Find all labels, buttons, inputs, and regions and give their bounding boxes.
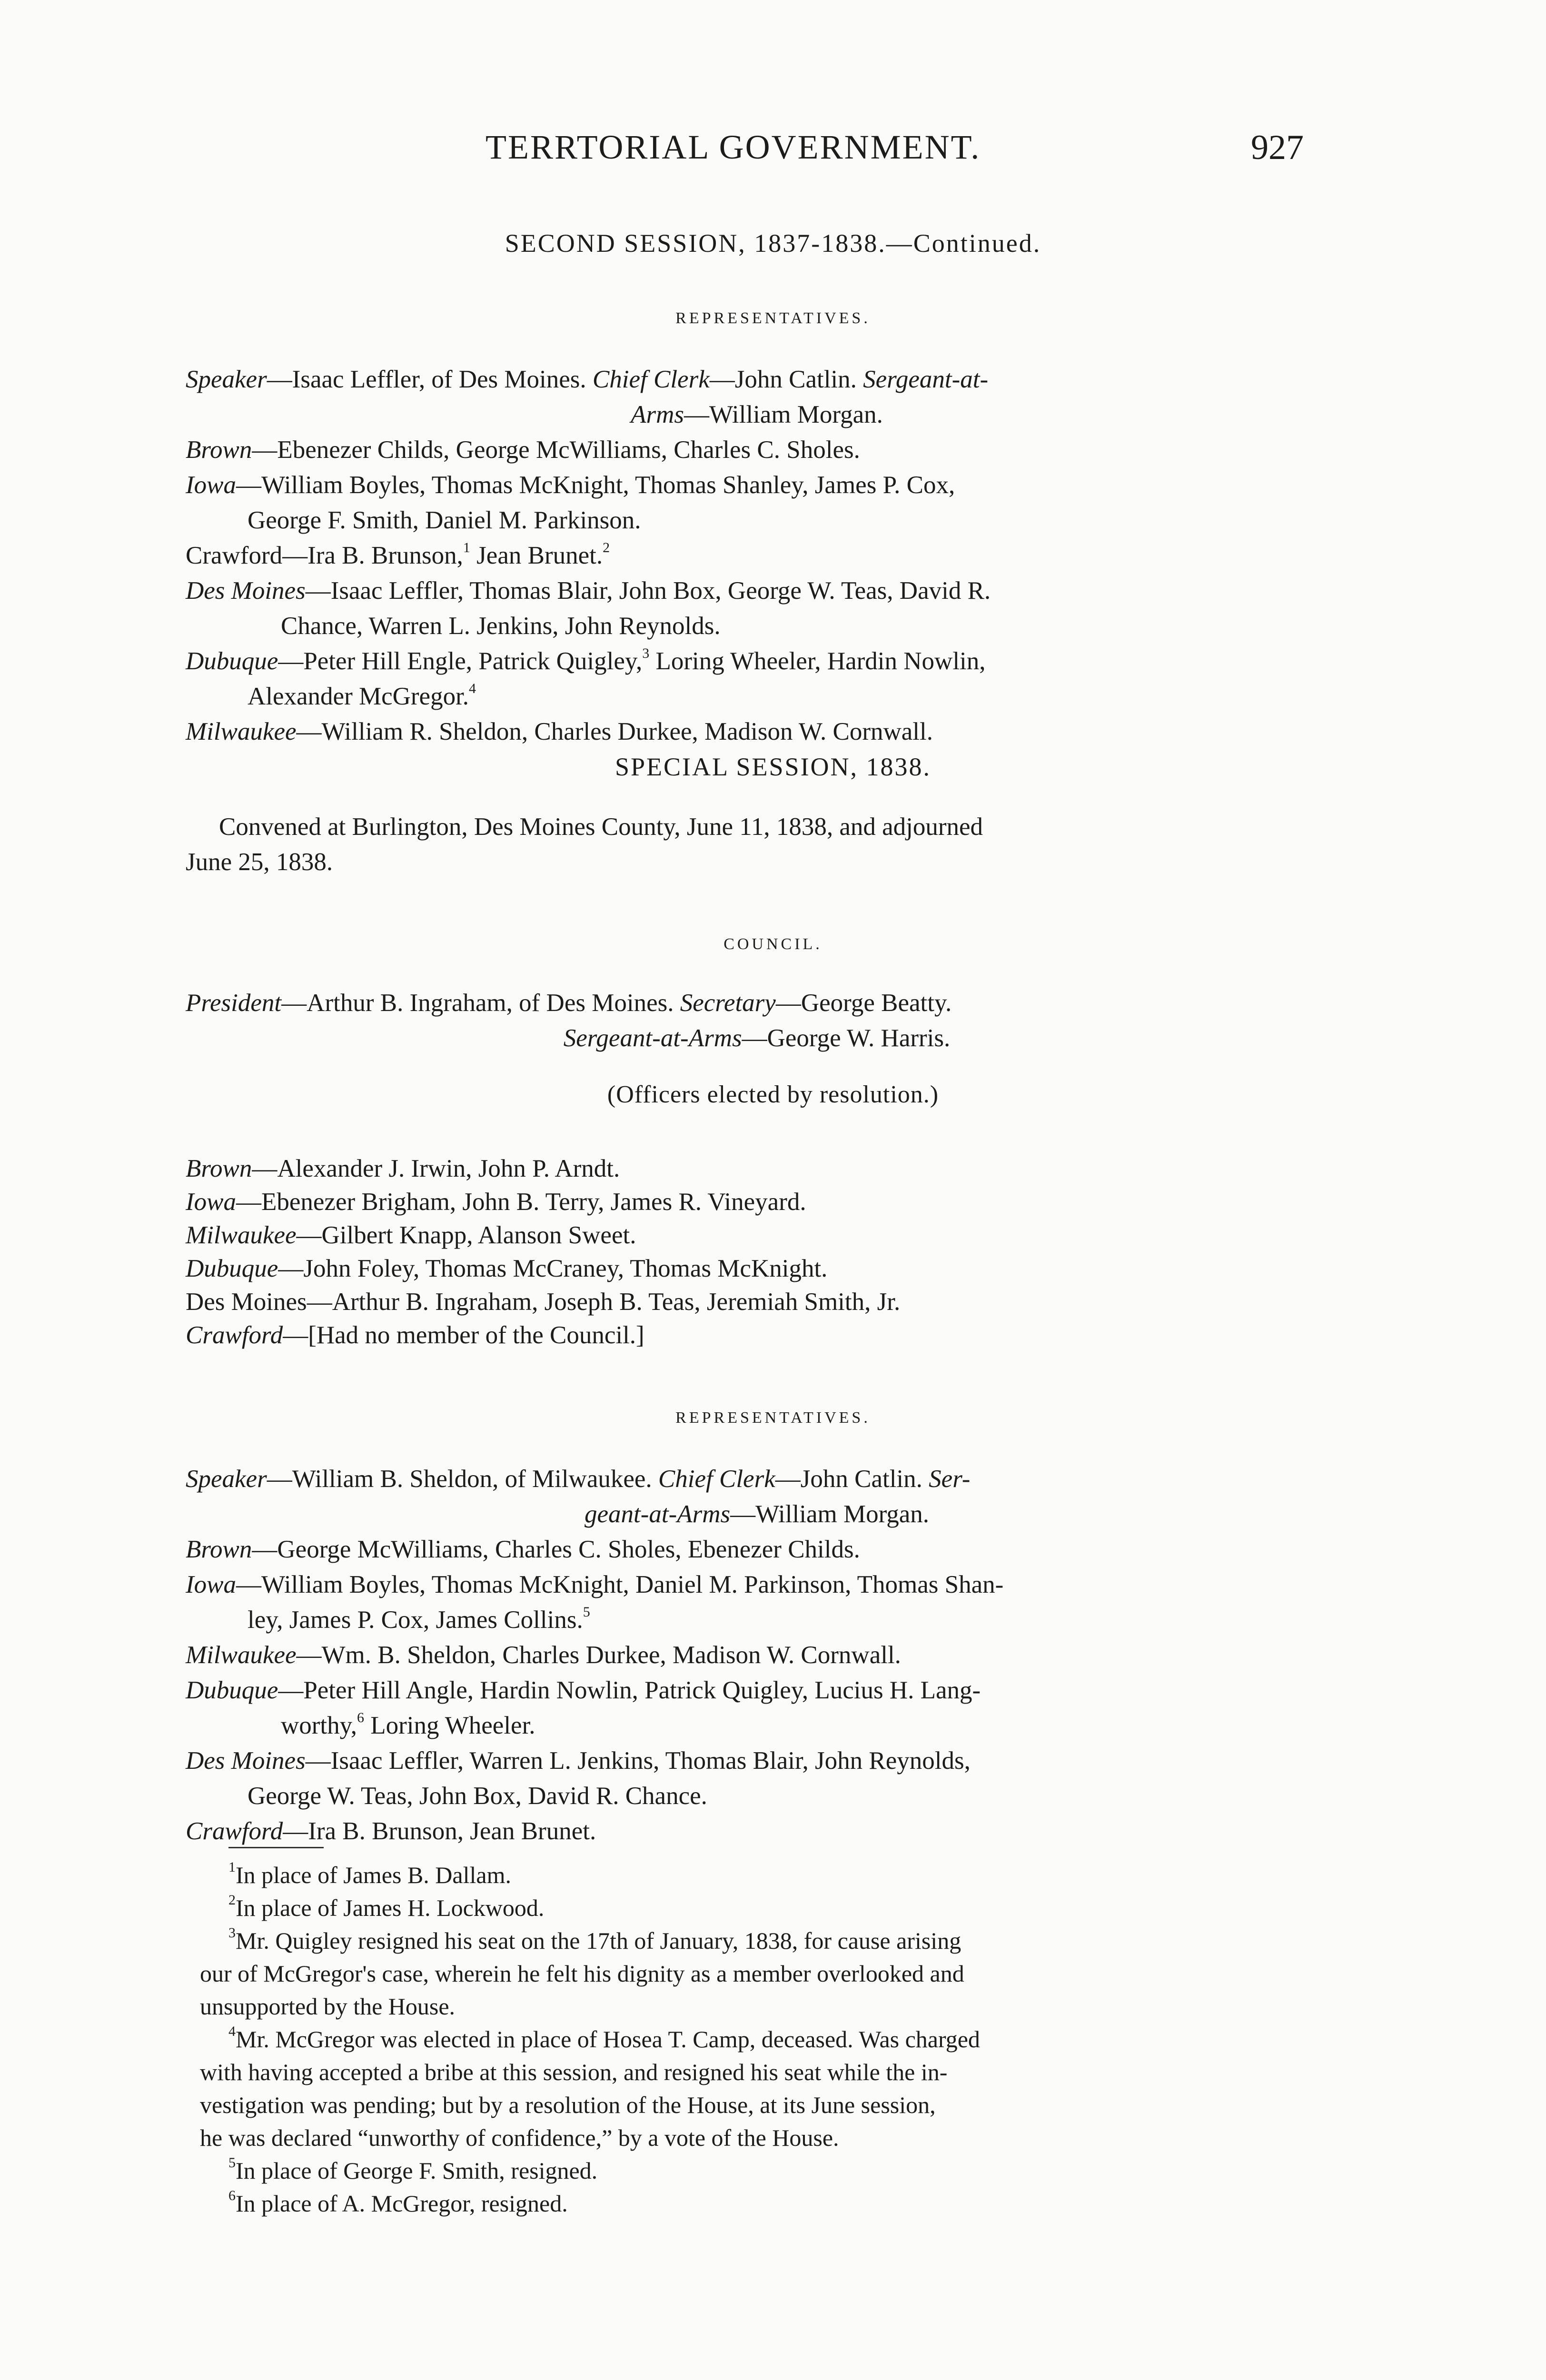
council-heading: COUNCIL. [723, 935, 823, 953]
council-officers [186, 985, 1328, 1056]
footnote-2: $^2$In place of James H. Lockwood. [228, 1892, 545, 1921]
reps-milwaukee: Milwaukee—Wm. B. Sheldon, Charles Durkee, Madison W. Cornwall. [186, 1641, 901, 1669]
special-speaker-line: Speaker—William B. Sheldon, of Milwaukee. Chief Clerk—John Catlin. Ser- [186, 1465, 971, 1493]
running-head: TERRTORIAL GOVERNMENT. [486, 128, 981, 166]
council-members [186, 1152, 1328, 1352]
special-representatives [186, 1461, 1328, 1849]
reps-des-moines-cont: George W. Teas, John Box, David R. Chance. [248, 1782, 707, 1810]
footnote-3: $^3$Mr. Quigley resigned his seat on the 17th of January, 1838, for cause arising [228, 1925, 961, 1954]
des-moines-entry: Des Moines—Isaac Leffler, Thomas Blair, John Box, George W. Teas, David R. [186, 577, 991, 605]
special-session-heading: SPECIAL SESSION, 1838. [614, 753, 932, 781]
council-milwaukee: Milwaukee—Gilbert Knapp, Alanson Sweet. [186, 1221, 636, 1249]
second-session-representatives [186, 362, 1328, 749]
page-number: 927 [1251, 128, 1304, 167]
president-line: President—Arthur B. Ingraham, of Des Moines. Secretary—George Beatty. [186, 989, 952, 1017]
footnote-1: $^1$In place of James B. Dallam. [228, 1859, 511, 1888]
reps-crawford: Crawford—Ira B. Brunson, Jean Brunet. [186, 1817, 596, 1845]
milwaukee-entry: Milwaukee—William R. Sheldon, Charles Durkee, Madison W. Cornwall. [186, 718, 933, 745]
crawford-entry: Crawford—Ira B. Brunson,$^1$ Jean Brunet.$^2$ [186, 540, 610, 569]
sergeant-line: Arms—William Morgan. [631, 401, 883, 428]
convened-paragraph: Convened at Burlington, Des Moines County, June 11, 1838, and adjourned June 25, 1838. [186, 813, 983, 876]
footnote-5: $^5$In place of George F. Smith, resigned. [228, 2155, 598, 2184]
reps-dubuque-cont: worthy,$^6$ Loring Wheeler. [281, 1710, 535, 1739]
second-session-heading: SECOND SESSION, 1837-1838.—Continued. [505, 229, 1041, 258]
des-moines-entry-cont: Chance, Warren L. Jenkins, John Reynolds. [281, 612, 721, 640]
speaker-line: Speaker—Isaac Leffler, of Des Moines. Chief Clerk—John Catlin. Sergeant-at- [186, 366, 989, 393]
reps-brown: Brown—George McWilliams, Charles C. Sholes, Ebenezer Childs. [186, 1536, 860, 1563]
special-sergeant-line: geant-at-Arms—William Morgan. [584, 1500, 930, 1528]
council-dubuque: Dubuque—John Foley, Thomas McCraney, Thomas McKnight. [186, 1255, 828, 1282]
special-reps-heading: REPRESENTATIVES. [675, 1409, 871, 1427]
reps-des-moines: Des Moines—Isaac Leffler, Warren L. Jenkins, Thomas Blair, John Reynolds, [186, 1747, 971, 1775]
second-session-reps-heading: REPRESENTATIVES. [675, 309, 871, 327]
reps-iowa: Iowa—William Boyles, Thomas McKnight, Daniel M. Parkinson, Thomas Shan- [186, 1571, 1004, 1598]
reps-dubuque: Dubuque—Peter Hill Angle, Hardin Nowlin, Patrick Quigley, Lucius H. Lang- [186, 1676, 981, 1704]
iowa-entry-cont: George F. Smith, Daniel M. Parkinson. [248, 506, 641, 534]
footnote-6: $^6$In place of A. McGregor, resigned. [228, 2188, 568, 2217]
council-brown: Brown—Alexander J. Irwin, John P. Arndt. [186, 1155, 620, 1182]
brown-entry: Brown—Ebenezer Childs, George McWilliams, Charles C. Sholes. [186, 436, 860, 464]
council-des-moines: Des Moines—Arthur B. Ingraham, Joseph B. Teas, Jeremiah Smith, Jr. [186, 1288, 901, 1316]
council-iowa: Iowa—Ebenezer Brigham, John B. Terry, James R. Vineyard. [186, 1188, 806, 1216]
dubuque-entry-cont: Alexander McGregor.$^4$ [248, 681, 476, 710]
officers-note: (Officers elected by resolution.) [607, 1081, 939, 1108]
council-crawford: Crawford—[Had no member of the Council.] [186, 1321, 644, 1349]
footnote-divider [228, 1847, 324, 1848]
reps-iowa-cont: ley, James P. Cox, James Collins.$^5$ [248, 1604, 590, 1634]
council-sergeant-line: Sergeant-at-Arms—George W. Harris. [563, 1024, 951, 1052]
dubuque-entry: Dubuque—Peter Hill Engle, Patrick Quigley,$^3$ Loring Wheeler, Hardin Nowlin, [186, 645, 986, 675]
footnote-4: $^4$Mr. McGregor was elected in place of Hosea T. Camp, deceased. Was charged [228, 2023, 980, 2053]
iowa-entry: Iowa—William Boyles, Thomas McKnight, Thomas Shanley, James P. Cox, [186, 471, 955, 499]
footnotes: $^1$In place of James B. Dallam. $^2$In place of James H. Lockwood. $^3$Mr. Quigley resigned his seat on the 17th of January, 1838, for cause arising our of McGregor's case, wherein he felt his dignity as a member overlooked and unsupported by the House. $^4$Mr. McGregor was elected in place of Hosea T. Camp, deceased. Was charged with having accepted a bribe at this session, and resigned his seat while the in- vestigation was pending; but by a resolution of the House, at its June session, he was declared “unworthy of confidence,” by a vote of the House. $^5$In place of George F. Smith, resigned. $^6$In place of A. McGregor, resigned. [200, 1859, 1333, 2220]
